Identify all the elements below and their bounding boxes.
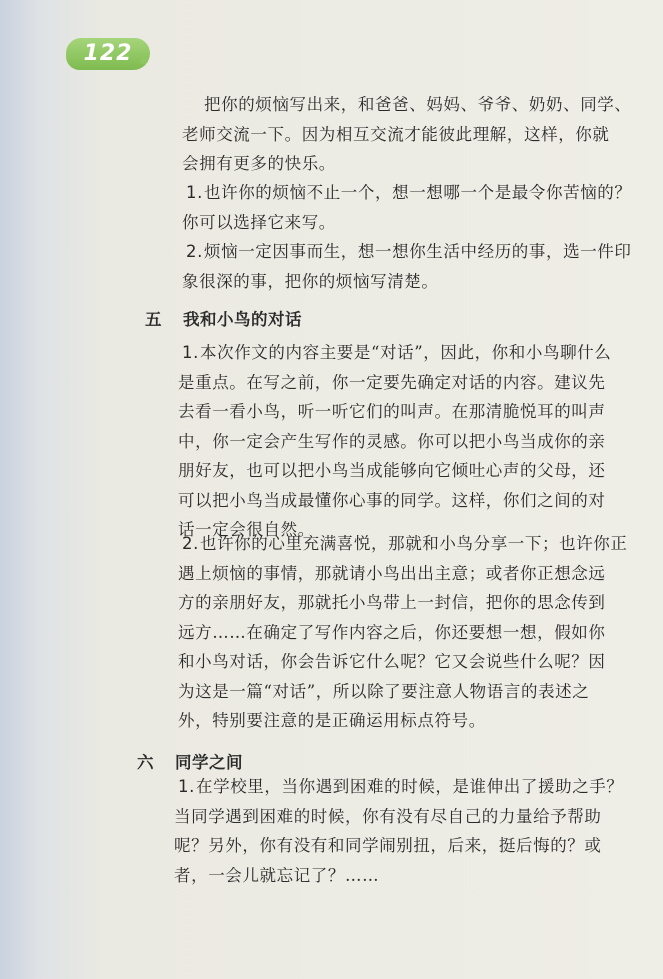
text-line: 者，一会儿就忘记了？…… xyxy=(174,865,380,885)
item-marker: 2. xyxy=(182,534,199,553)
text-line: 烦恼一定因事而生，想一想你生活中经历的事，选一件印 xyxy=(204,242,632,261)
text-line: 也许你的心里充满喜悦，那就和小鸟分享一下；也许你正 xyxy=(200,534,628,553)
text-line: 是重点。在写之前，你一定要先确定对话的内容。建议先 xyxy=(178,372,606,392)
text-line: 远方……在确定了写作内容之后，你还要想一想，假如你 xyxy=(178,622,606,642)
item-marker: 1. xyxy=(182,343,199,362)
text-line: 呢？另外，你有没有和同学闹别扭，后来，挺后悔的？或 xyxy=(174,836,602,855)
text-line: 外，特别要注意的是正确运用标点符号。 xyxy=(178,711,486,730)
intro-paragraph xyxy=(182,90,632,179)
intro-item-1 xyxy=(182,178,632,237)
text-line: 中，你一定会产生写作的灵感。你可以把小鸟当成你的亲 xyxy=(178,431,606,451)
text-line: 方的亲朋好友，那就托小鸟带上一封信，把你的思念传到 xyxy=(178,593,606,612)
text-line: 遇上烦恼的事情，那就请小鸟出出主意；或者你正想念远 xyxy=(178,563,606,583)
text-line: 象很深的事，把你的烦恼写清楚。 xyxy=(182,271,439,291)
text-line: 朋好友，也可以把小鸟当成能够向它倾吐心声的父母，还 xyxy=(178,461,606,480)
text-line: 可以把小鸟当成最懂你心事的同学。这样，你们之间的对 xyxy=(178,490,606,510)
page-number-badge-tail xyxy=(140,58,148,64)
text-line: 你可以选择它来写。 xyxy=(182,212,336,232)
item-marker: 1. xyxy=(186,183,203,202)
section-title: 同学之间 xyxy=(175,753,243,772)
item-marker: 2. xyxy=(186,242,203,261)
section-title: 我和小鸟的对话 xyxy=(183,310,302,329)
text-line: 把你的烦恼写出来，和爸爸、妈妈、爷爷、奶奶、同学、 xyxy=(204,95,632,114)
item-marker: 1. xyxy=(178,777,195,796)
text-line: 和小鸟对话，你会告诉它什么呢？它又会说些什么呢？因 xyxy=(178,652,606,671)
text-line: 去看一看小鸟，听一听它们的叫声。在那清脆悦耳的叫声 xyxy=(178,402,606,421)
text-line: 当同学遇到困难的时候，你有没有尽自己的力量给予帮助 xyxy=(174,806,602,826)
section-number: 六 xyxy=(137,753,154,772)
section-number: 五 xyxy=(145,310,162,329)
section-6-item-1 xyxy=(174,772,624,890)
text-line: 会拥有更多的快乐。 xyxy=(182,154,336,173)
section-5-heading xyxy=(145,306,302,334)
text-line: 在学校里，当你遇到困难的时候，是谁伸出了援助之手？ xyxy=(196,777,624,796)
text-line: 本次作文的内容主要是“对话”，因此，你和小鸟聊什么 xyxy=(200,343,612,362)
text-line: 话一定会很自然。 xyxy=(178,520,315,539)
text-line: 为这是一篇“对话”，所以除了要注意人物语言的表述之 xyxy=(178,681,590,701)
section-5-item-1 xyxy=(178,338,612,545)
text-line: 老师交流一下。因为相互交流才能彼此理解，这样，你就 xyxy=(182,124,610,144)
text-line: 也许你的烦恼不止一个，想一想哪一个是最令你苦恼的？ xyxy=(204,183,632,202)
page-number-badge xyxy=(66,38,150,70)
intro-item-2 xyxy=(182,237,632,296)
page-number: 122 xyxy=(83,41,133,66)
